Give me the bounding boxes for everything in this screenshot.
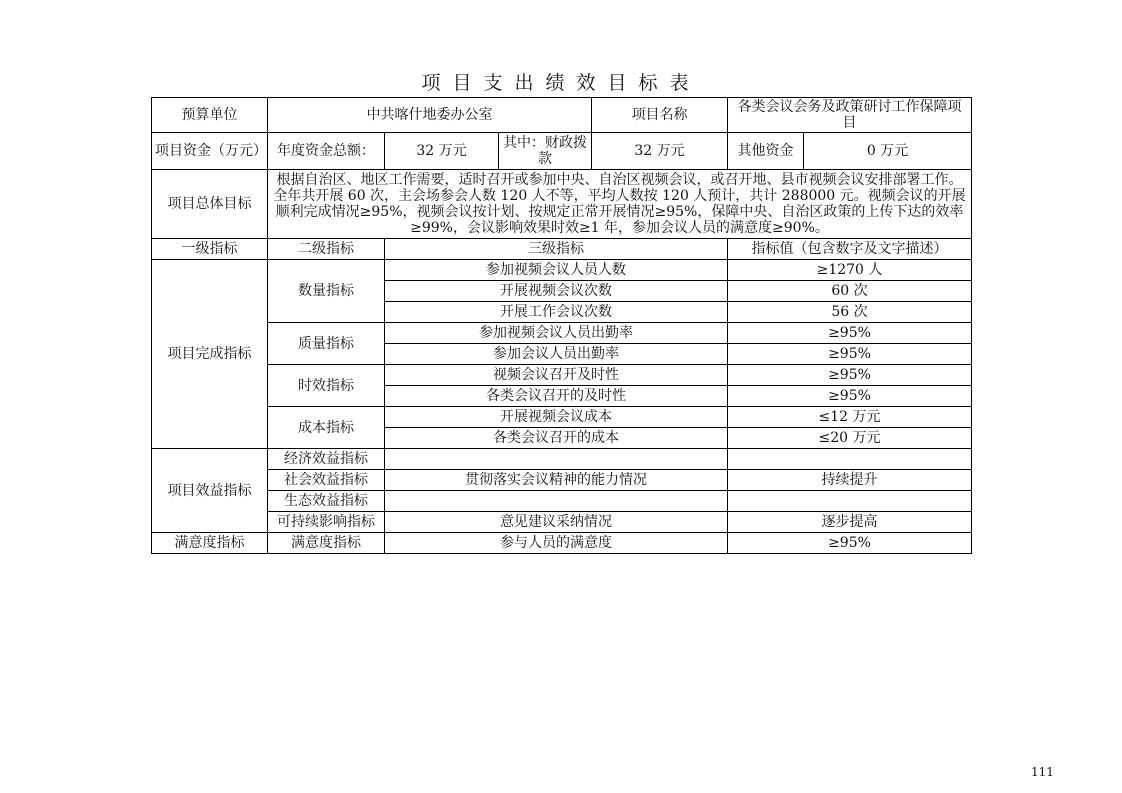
indicator-name: 开展视频会议成本 [385,407,728,428]
header-row [152,98,972,133]
indicator-value: 56 次 [728,302,972,323]
indicator-name: 参加视频会议人员人数 [385,260,728,281]
column-value: 指标值（包含数字及文字描述） [728,239,972,260]
indicator-value [728,449,972,470]
fiscal-label: 其中：财政拨款 [499,133,592,170]
completion-label: 项目完成指标 [152,260,268,449]
column-level1: 一级指标 [152,239,268,260]
timeliness-label: 时效指标 [268,365,385,407]
quantity-label: 数量指标 [268,260,385,323]
project-name-label: 项目名称 [592,98,728,133]
page-title: 项目支出绩效目标表 [421,72,701,94]
indicator-value: ≥1270 人 [728,260,972,281]
funds-row [152,133,972,170]
indicator-value: ≤12 万元 [728,407,972,428]
indicator-value: ≥95% [728,386,972,407]
benefit-level2: 生态效益指标 [268,491,385,512]
project-name-value: 各类会议会务及政策研讨工作保障项目 [728,98,972,133]
benefit-label: 项目效益指标 [152,449,268,533]
goal-row [152,170,972,239]
fiscal-value: 32 万元 [592,133,728,170]
other-funds-value: 0 万元 [804,133,972,170]
indicator-value [728,491,972,512]
table-row [152,512,972,533]
table-row [152,491,972,512]
benefit-level2: 经济效益指标 [268,449,385,470]
table-row [152,470,972,491]
indicator-value: 持续提升 [728,470,972,491]
table-row [152,449,972,470]
budget-unit-value: 中共喀什地委办公室 [268,98,592,133]
column-header-row [152,239,972,260]
indicator-name: 参加视频会议人员出勤率 [385,323,728,344]
indicator-value: 逐步提高 [728,512,972,533]
indicator-name: 各类会议召开的成本 [385,428,728,449]
satisfaction-label: 满意度指标 [152,533,268,554]
column-level2: 二级指标 [268,239,385,260]
goal-text: 根据自治区、地区工作需要，适时召开或参加中央、自治区视频会议，或召开地、县市视频会议安排部署工作。全年共开展 60 次，主会场参会人数 120 人不等，平均人数按 120 人预计，共计 288000 元。视频会议的开展顺利完成情况≥95%，视频会议按计划、按规定正常开展情况≥95%，保障中央、自治区政策的上传下达的效率≥99%，会议影响效果时效≥1 年，参加会议人员的满意度≥90%。 [268,170,972,239]
cost-label: 成本指标 [268,407,385,449]
benefit-level2: 可持续影响指标 [268,512,385,533]
indicator-name: 开展工作会议次数 [385,302,728,323]
indicator-name: 开展视频会议次数 [385,281,728,302]
indicator-name: 意见建议采纳情况 [385,512,728,533]
indicator-name: 视频会议召开及时性 [385,365,728,386]
indicator-value: ≥95% [728,365,972,386]
table-row [152,407,972,428]
indicator-value: ≥95% [728,344,972,365]
table-row [152,260,972,281]
quality-label: 质量指标 [268,323,385,365]
indicator-name: 参与人员的满意度 [385,533,728,554]
satisfaction-level2: 满意度指标 [268,533,385,554]
column-level3: 三级指标 [385,239,728,260]
other-funds-label: 其他资金 [728,133,804,170]
table-row [152,323,972,344]
indicator-name [385,449,728,470]
goal-label: 项目总体目标 [152,170,268,239]
indicator-value: ≥95% [728,533,972,554]
indicator-value: ≥95% [728,323,972,344]
page-number: 111 [1031,765,1054,779]
indicator-name: 各类会议召开的及时性 [385,386,728,407]
benefit-level2: 社会效益指标 [268,470,385,491]
budget-unit-label: 预算单位 [152,98,268,133]
table-row [152,365,972,386]
annual-total-value: 32 万元 [385,133,499,170]
indicator-name [385,491,728,512]
indicator-value: ≤20 万元 [728,428,972,449]
indicator-value: 60 次 [728,281,972,302]
performance-target-table [151,97,972,554]
indicator-name: 参加会议人员出勤率 [385,344,728,365]
indicator-name: 贯彻落实会议精神的能力情况 [385,470,728,491]
table-row [152,533,972,554]
annual-total-label: 年度资金总额： [268,133,385,170]
funds-label: 项目资金（万元） [152,133,268,170]
